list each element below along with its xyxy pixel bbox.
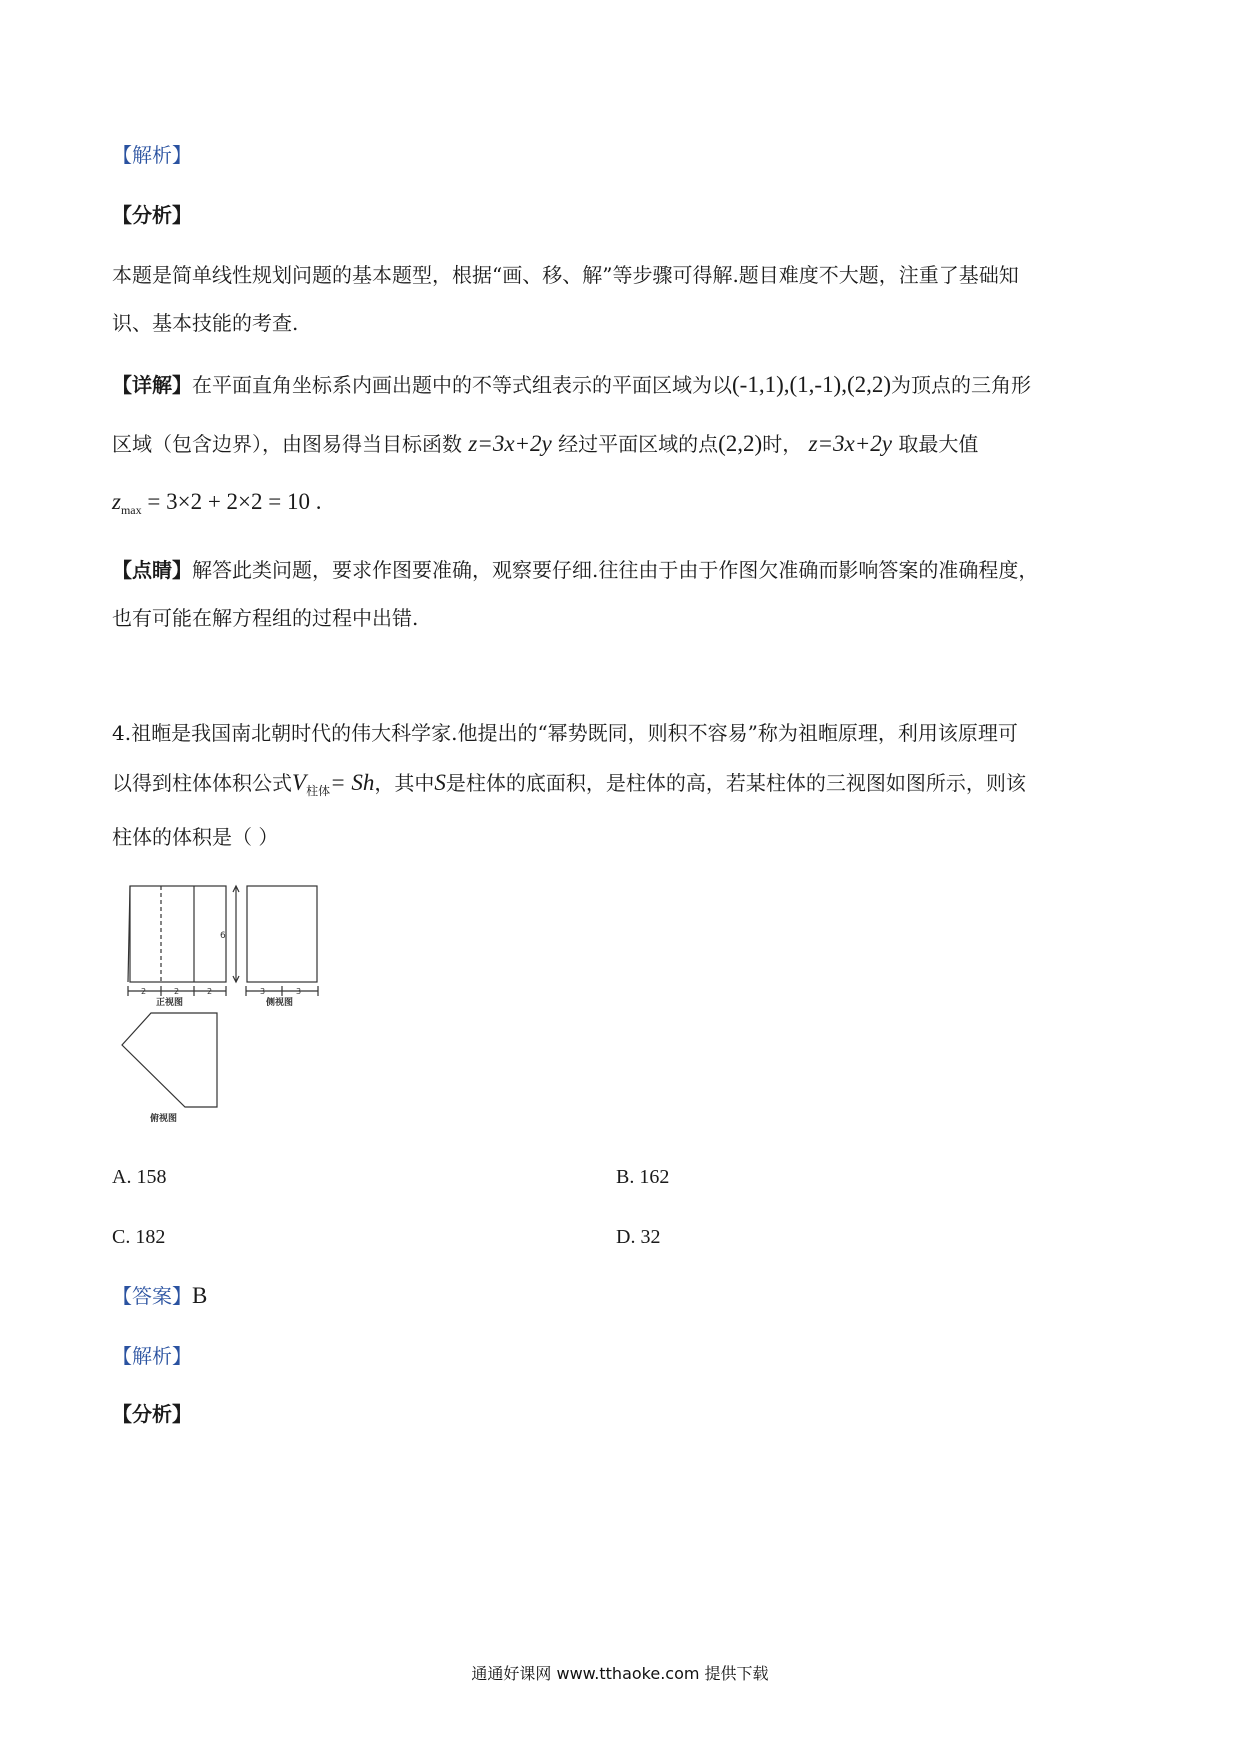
objective-function: z=3x+2y <box>468 431 552 456</box>
dianjing-line1 <box>112 558 1038 582</box>
answer-value: B <box>192 1283 208 1308</box>
side-dim-1: 3 <box>260 987 266 996</box>
three-view-figure <box>120 880 360 1150</box>
q4-jiexi-heading: 【解析】 <box>112 1344 192 1368</box>
zmax-z: z <box>112 489 121 514</box>
q4-line2 <box>112 771 1026 803</box>
volume-formula-rhs: = Sh <box>330 770 375 795</box>
q4-fenxi-heading: 【分析】 <box>112 1402 192 1426</box>
dianjing-label: 【点睛】 <box>112 558 192 582</box>
jiexi-heading: 【解析】 <box>112 143 192 167</box>
fenxi-text-line1: 本题是简单线性规划问题的基本题型，根据“画、移、解”等步骤可得解.题目难度不大题，注重了基础知 <box>112 263 1019 287</box>
top-view <box>122 1013 217 1107</box>
zmax-subscript: max <box>120 503 142 517</box>
q4-line2-text1: 以得到柱体体积公式 <box>112 771 292 795</box>
option-a: A. 158 <box>112 1166 167 1188</box>
xiangjie-label: 【详解】 <box>112 373 192 397</box>
page-footer: 通通好课网 www.tthaoke.com 提供下载 <box>471 1664 769 1683</box>
option-d: D. 32 <box>616 1226 661 1248</box>
q4-line3: 柱体的体积是（ ） <box>112 825 279 849</box>
front-dim-1: 2 <box>141 987 147 996</box>
volume-symbol: V <box>292 770 307 795</box>
dianjing-text1: 解答此类问题，要求作图要准确，观察要仔细.往往由于由于作图欠准确而影响答案的准确程度， <box>192 558 1039 582</box>
answer-line <box>112 1284 207 1308</box>
option-b: B. 162 <box>616 1166 670 1188</box>
xiangjie-line2 <box>112 432 978 456</box>
q4-line2-text3: 是柱体的底面积，是柱体的高，若某柱体的三视图如图所示，则该 <box>445 771 1026 795</box>
objective-function-repeat: z=3x+2y <box>808 431 892 456</box>
xiangjie-line2-text1: 区域（包含边界），由图易得当目标函数 <box>112 432 462 456</box>
xiangjie-line2-text3: 时， <box>762 432 803 456</box>
dianjing-line2: 也有可能在解方程组的过程中出错. <box>112 606 419 630</box>
option-c: C. 182 <box>112 1226 166 1248</box>
xiangjie-line2-text4: 取最大值 <box>898 432 979 456</box>
front-view <box>128 886 239 996</box>
zmax-formula <box>112 490 321 522</box>
xiangjie-line1 <box>112 373 1031 397</box>
base-area-symbol: S <box>434 770 446 795</box>
fenxi-text-line2: 识、基本技能的考查. <box>112 311 299 335</box>
xiangjie-text2: 为顶点的三角形 <box>891 373 1032 397</box>
vertices-points: (-1,1),(1,-1),(2,2) <box>732 372 892 397</box>
height-dim-label: 6 <box>220 931 226 941</box>
fenxi-heading: 【分析】 <box>112 203 192 227</box>
optimal-point: (2,2) <box>718 431 763 456</box>
q4-line1: 4.祖暅是我国南北朝时代的伟大科学家.他提出的“幂势既同，则积不容易”称为祖暅原理，利用该原理可 <box>112 721 1018 745</box>
front-view-caption: 正视图 <box>156 998 184 1008</box>
side-view-caption: 侧视图 <box>266 998 294 1008</box>
top-view-caption: 俯视图 <box>150 1114 178 1124</box>
side-dim-2: 3 <box>296 987 302 996</box>
zmax-expression: = 3×2 + 2×2 = 10 . <box>147 489 322 514</box>
side-view <box>246 886 318 996</box>
q4-line2-text2: ，其中 <box>374 771 435 795</box>
xiangjie-line2-text2: 经过平面区域的点 <box>558 432 719 456</box>
xiangjie-text1: 在平面直角坐标系内画出题中的不等式组表示的平面区域为以 <box>192 373 732 397</box>
answer-label: 【答案】 <box>112 1284 192 1308</box>
front-dim-2: 2 <box>174 987 180 996</box>
volume-subscript: 柱体 <box>306 784 331 798</box>
front-dim-3: 2 <box>207 987 213 996</box>
